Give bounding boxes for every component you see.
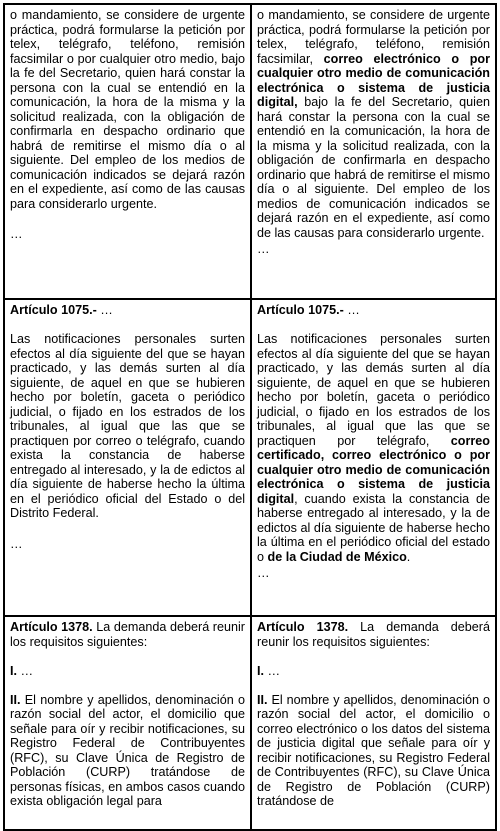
article-heading: Artículo 1378. La demanda deberá reunir los requisitos siguientes:: [10, 620, 245, 649]
paragraph: Las notificaciones personales surten efectos al día siguiente del que se hayan practicado, y las demás surten al día siguiente, de aquel en que se hubieren hecho por boletín, gaceta o periódico judicial, o fijado en los estrados de los tribunales, al igual que las que se practiquen por correo o telégrafo, cuando exista la constancia de haberse entregado al interesado, y la de edictos al día siguiente de haberse hecho la última en el periódico oficial del Estado o del Distrito Federal.: [10, 332, 245, 520]
list-item: I. …: [257, 663, 281, 678]
table-row: [4, 616, 496, 830]
current-text-cell: [4, 616, 251, 830]
table-row: [4, 4, 496, 299]
ellipsis: …: [257, 566, 270, 580]
proposed-text-cell: [251, 299, 496, 616]
ellipsis: …: [10, 227, 23, 241]
comparison-table: [3, 3, 497, 831]
current-text-cell: [4, 299, 251, 616]
highlighted-text: de la Ciudad de México: [267, 549, 407, 564]
ellipsis: …: [257, 242, 270, 256]
proposed-text-cell: [251, 4, 496, 299]
proposed-text-cell: [251, 616, 496, 830]
list-item: II. El nombre y apellidos, denominación o razón social del actor, el domicilio que señale para oír y recibir notificaciones, su Registro Federal de Contribuyentes (RFC), su Clave Única de Registro de Población (CURP) tratándose de personas físicas, en ambos casos cuando exista obligación legal para: [10, 692, 245, 808]
highlighted-text: correo certificado, correo electrónico o por cualquier otro medio de comunicación electrónica o sistema de justicia digital: [257, 433, 490, 506]
list-item: I. …: [10, 663, 34, 678]
list-item: II. El nombre y apellidos, denominación o razón social del actor, el domicilio o correo electrónico o los datos del sistema de justicia digital que señale para oír y recibir notificaciones, su Registro Federal de Contribuyentes (RFC), su Clave Única de Registro de Población (CURP) tratándose de: [257, 692, 490, 808]
ellipsis: …: [10, 536, 23, 551]
table-row: [4, 299, 496, 616]
article-heading: Artículo 1378. La demanda deberá reunir los requisitos siguientes:: [257, 620, 491, 649]
highlighted-text: correo electrónico o por cualquier otro medio de comunicación electrónica o sistema de justicia digital,: [257, 51, 491, 109]
paragraph: o mandamiento, se considere de urgente práctica, podrá formularse la petición por telex, telégrafo, teléfono, remisión facsimilar o por cualquier otro medio, bajo la fe del Secretario, quien hará constar la persona con la cual se entendió en la comunicación, la hora de la misma y la solicitud realizada, con la obligación de confirmarla en despacho ordinario que habrá de remitirse el mismo día o al siguiente. Del empleo de los medios de comunicación indicados se dejará razón en el expediente, así como de las causas para considerarlo urgente.: [10, 8, 245, 211]
article-heading: Artículo 1075.- …: [10, 303, 113, 317]
article-heading: Artículo 1075.- …: [257, 303, 360, 317]
paragraph: Las notificaciones personales surten efectos al día siguiente del que se hayan practicado, y las demás surten al día siguiente, de aquel en que se hubieren hecho por boletín, gaceta o periódico judicial, o fijado en los estrados de los tribunales, al igual que las que se practiquen por telégrafo, correo certificado, correo electrónico o por cualquier otro medio de comunicación electrónica o sistema de justicia digital, cuando exista la constancia de haberse entregado al interesado, y la de edictos al día siguiente de haberse hecho la última en el periódico oficial del estado o de la Ciudad de México.: [257, 332, 490, 564]
current-text-cell: [4, 4, 251, 299]
paragraph: o mandamiento, se considere de urgente práctica, podrá formularse la petición por telex, telégrafo, teléfono, remisión facsimilar, correo electrónico o por cualquier otro medio de comunicación electrónica o sistema de justicia digital, bajo la fe del Secretario, quien hará constar la persona con la cual se entendió en la comunicación, la hora de la misma y la solicitud realizada, con la obligación de confirmarla en despacho ordinario que habrá de remitirse el mismo día o al siguiente. Del empleo de los medios de comunicación indicados se dejará razón en el expediente, así como de las causas para considerarlo urgente.: [257, 8, 491, 240]
